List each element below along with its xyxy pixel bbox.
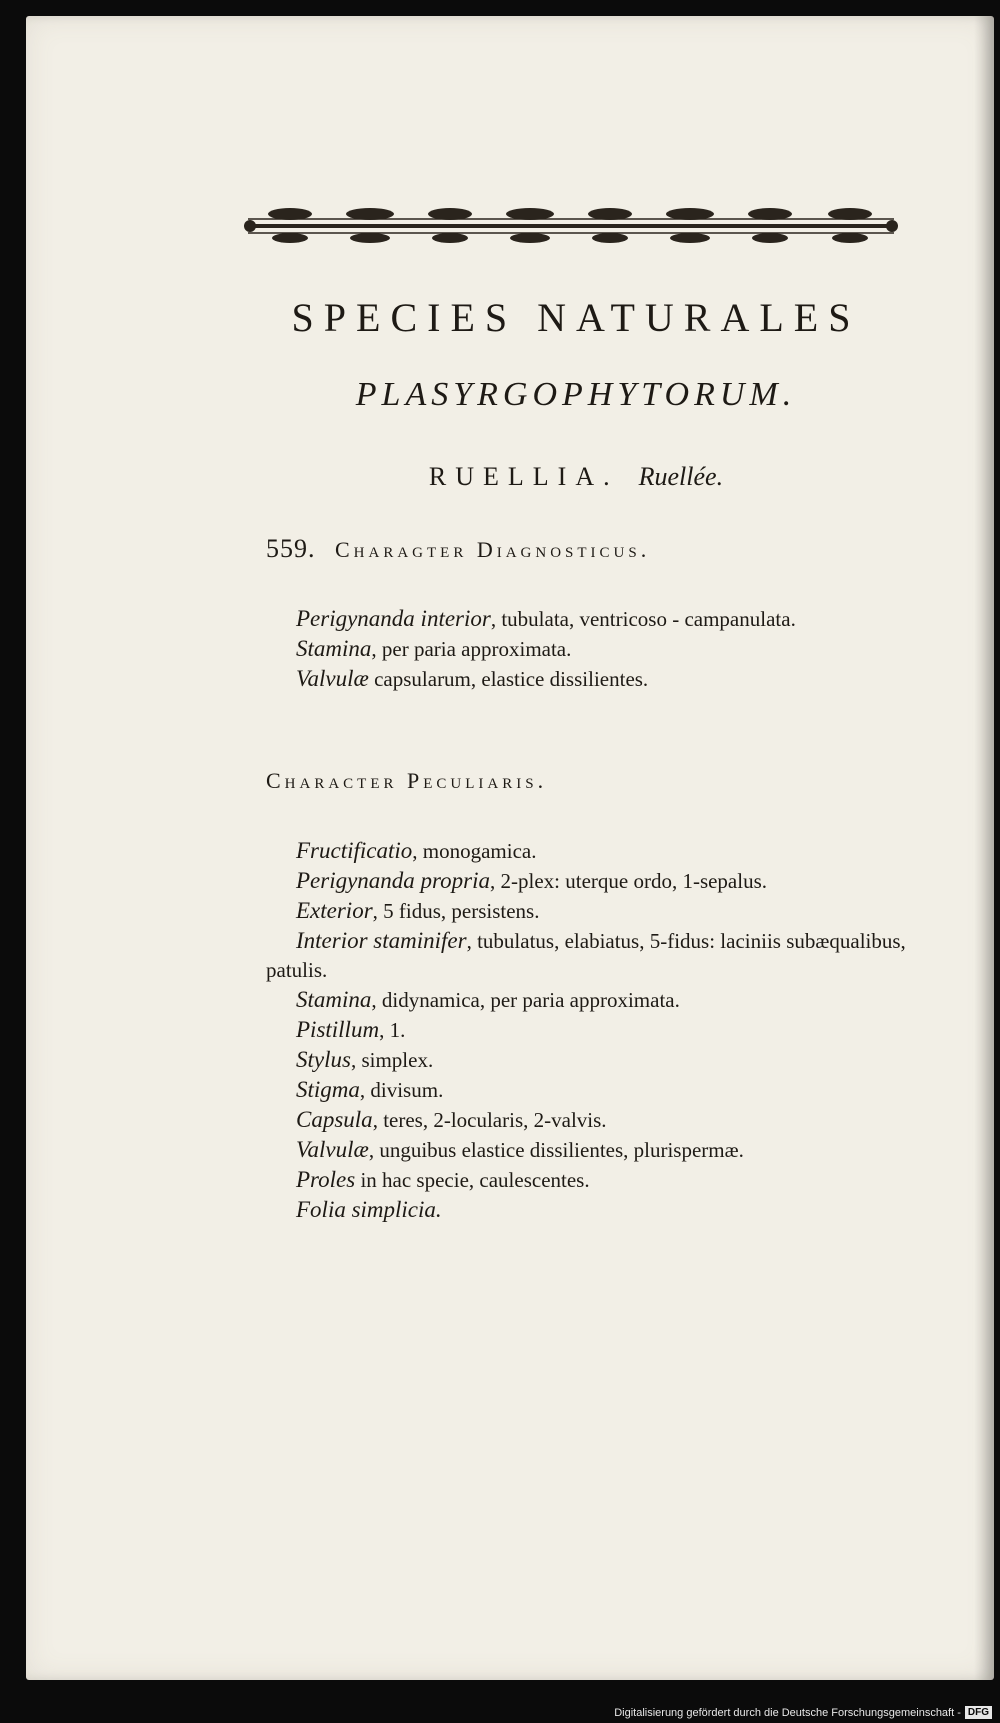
entry [266,1195,906,1225]
entry [266,1045,906,1075]
entry-term: Pistillum [296,1017,380,1042]
entry-text: , per paria approximata. [371,637,572,661]
entry [266,664,906,694]
book-page [26,16,994,1680]
genus-french-name: Ruellée. [638,462,724,491]
entry-term: Stamina [296,636,372,661]
entry [266,1015,906,1045]
entry [266,1165,906,1195]
page-spine-shadow [974,16,994,1680]
genus-line [236,462,916,492]
entry-text: , teres, 2-locularis, 2-valvis. [372,1108,607,1132]
diagnosticus-entries [266,604,906,694]
entry [266,1105,906,1135]
entry [266,926,906,985]
peculiaris-entries [266,836,906,1225]
entry-text: , tubulata, ventricoso - campanulata. [490,607,796,631]
entry-term: Stylus [296,1047,351,1072]
entry-term: Fructificatio [296,838,413,863]
entry-term: Stigma [296,1077,360,1102]
entry-text: , tubulatus, elabiatus, 5-fidus: laciniis subæqualibus, patulis. [266,929,906,982]
entry [266,1075,906,1105]
entry-term: Proles [296,1167,356,1192]
entry-term: Exterior [296,898,373,923]
entry-text: capsularum, elastice dissilientes. [368,667,649,691]
entry-term: Capsula [296,1107,373,1132]
digitization-footer [614,1706,992,1719]
entry-text: , monogamica. [412,839,537,863]
entry-term: Stamina [296,987,372,1012]
entry [266,634,906,664]
entry [266,604,906,634]
entry-text: , divisum. [359,1078,444,1102]
page-title: SPECIES NATURALES [291,295,861,340]
entry-text: , 5 fidus, persistens. [372,899,540,923]
entry [266,836,906,866]
footer-text: Digitalisierung gefördert durch die Deutsche Forschungsgemeinschaft - [614,1706,961,1719]
entry-text: , 1. [379,1018,406,1042]
section-heading-text: Charagter Diagnosticus. [335,537,651,562]
entry-term: Valvulæ [296,666,369,691]
genus-name: RUELLIA. [428,462,619,491]
entry-term: Interior staminifer [296,928,467,953]
page-subtitle: PLASYRGOPHYTORUM. [355,376,797,413]
entry-text: in hac specie, caulescentes. [355,1168,590,1192]
entry [266,1135,906,1165]
decorative-border-ornament [240,204,902,248]
dfg-badge: DFG [965,1706,992,1719]
entry-text: , 2-plex: uterque ordo, 1-sepalus. [490,869,768,893]
entry [266,985,906,1015]
section-heading-diagnosticus [266,534,650,564]
entry [266,896,906,926]
entry [266,866,906,896]
entry-term: Perigynanda interior [296,606,491,631]
entry-text: , unguibus elastice dissilientes, plurispermæ. [368,1138,744,1162]
section-heading-peculiaris: Character Peculiaris. [266,768,548,793]
entry-term: Folia simplicia. [296,1197,442,1222]
section-number: 559. [266,534,316,563]
entry-text: , simplex. [350,1048,434,1072]
entry-term: Valvulæ [296,1137,369,1162]
entry-text: , didynamica, per paria approximata. [371,988,680,1012]
entry-term: Perigynanda propria [296,868,490,893]
